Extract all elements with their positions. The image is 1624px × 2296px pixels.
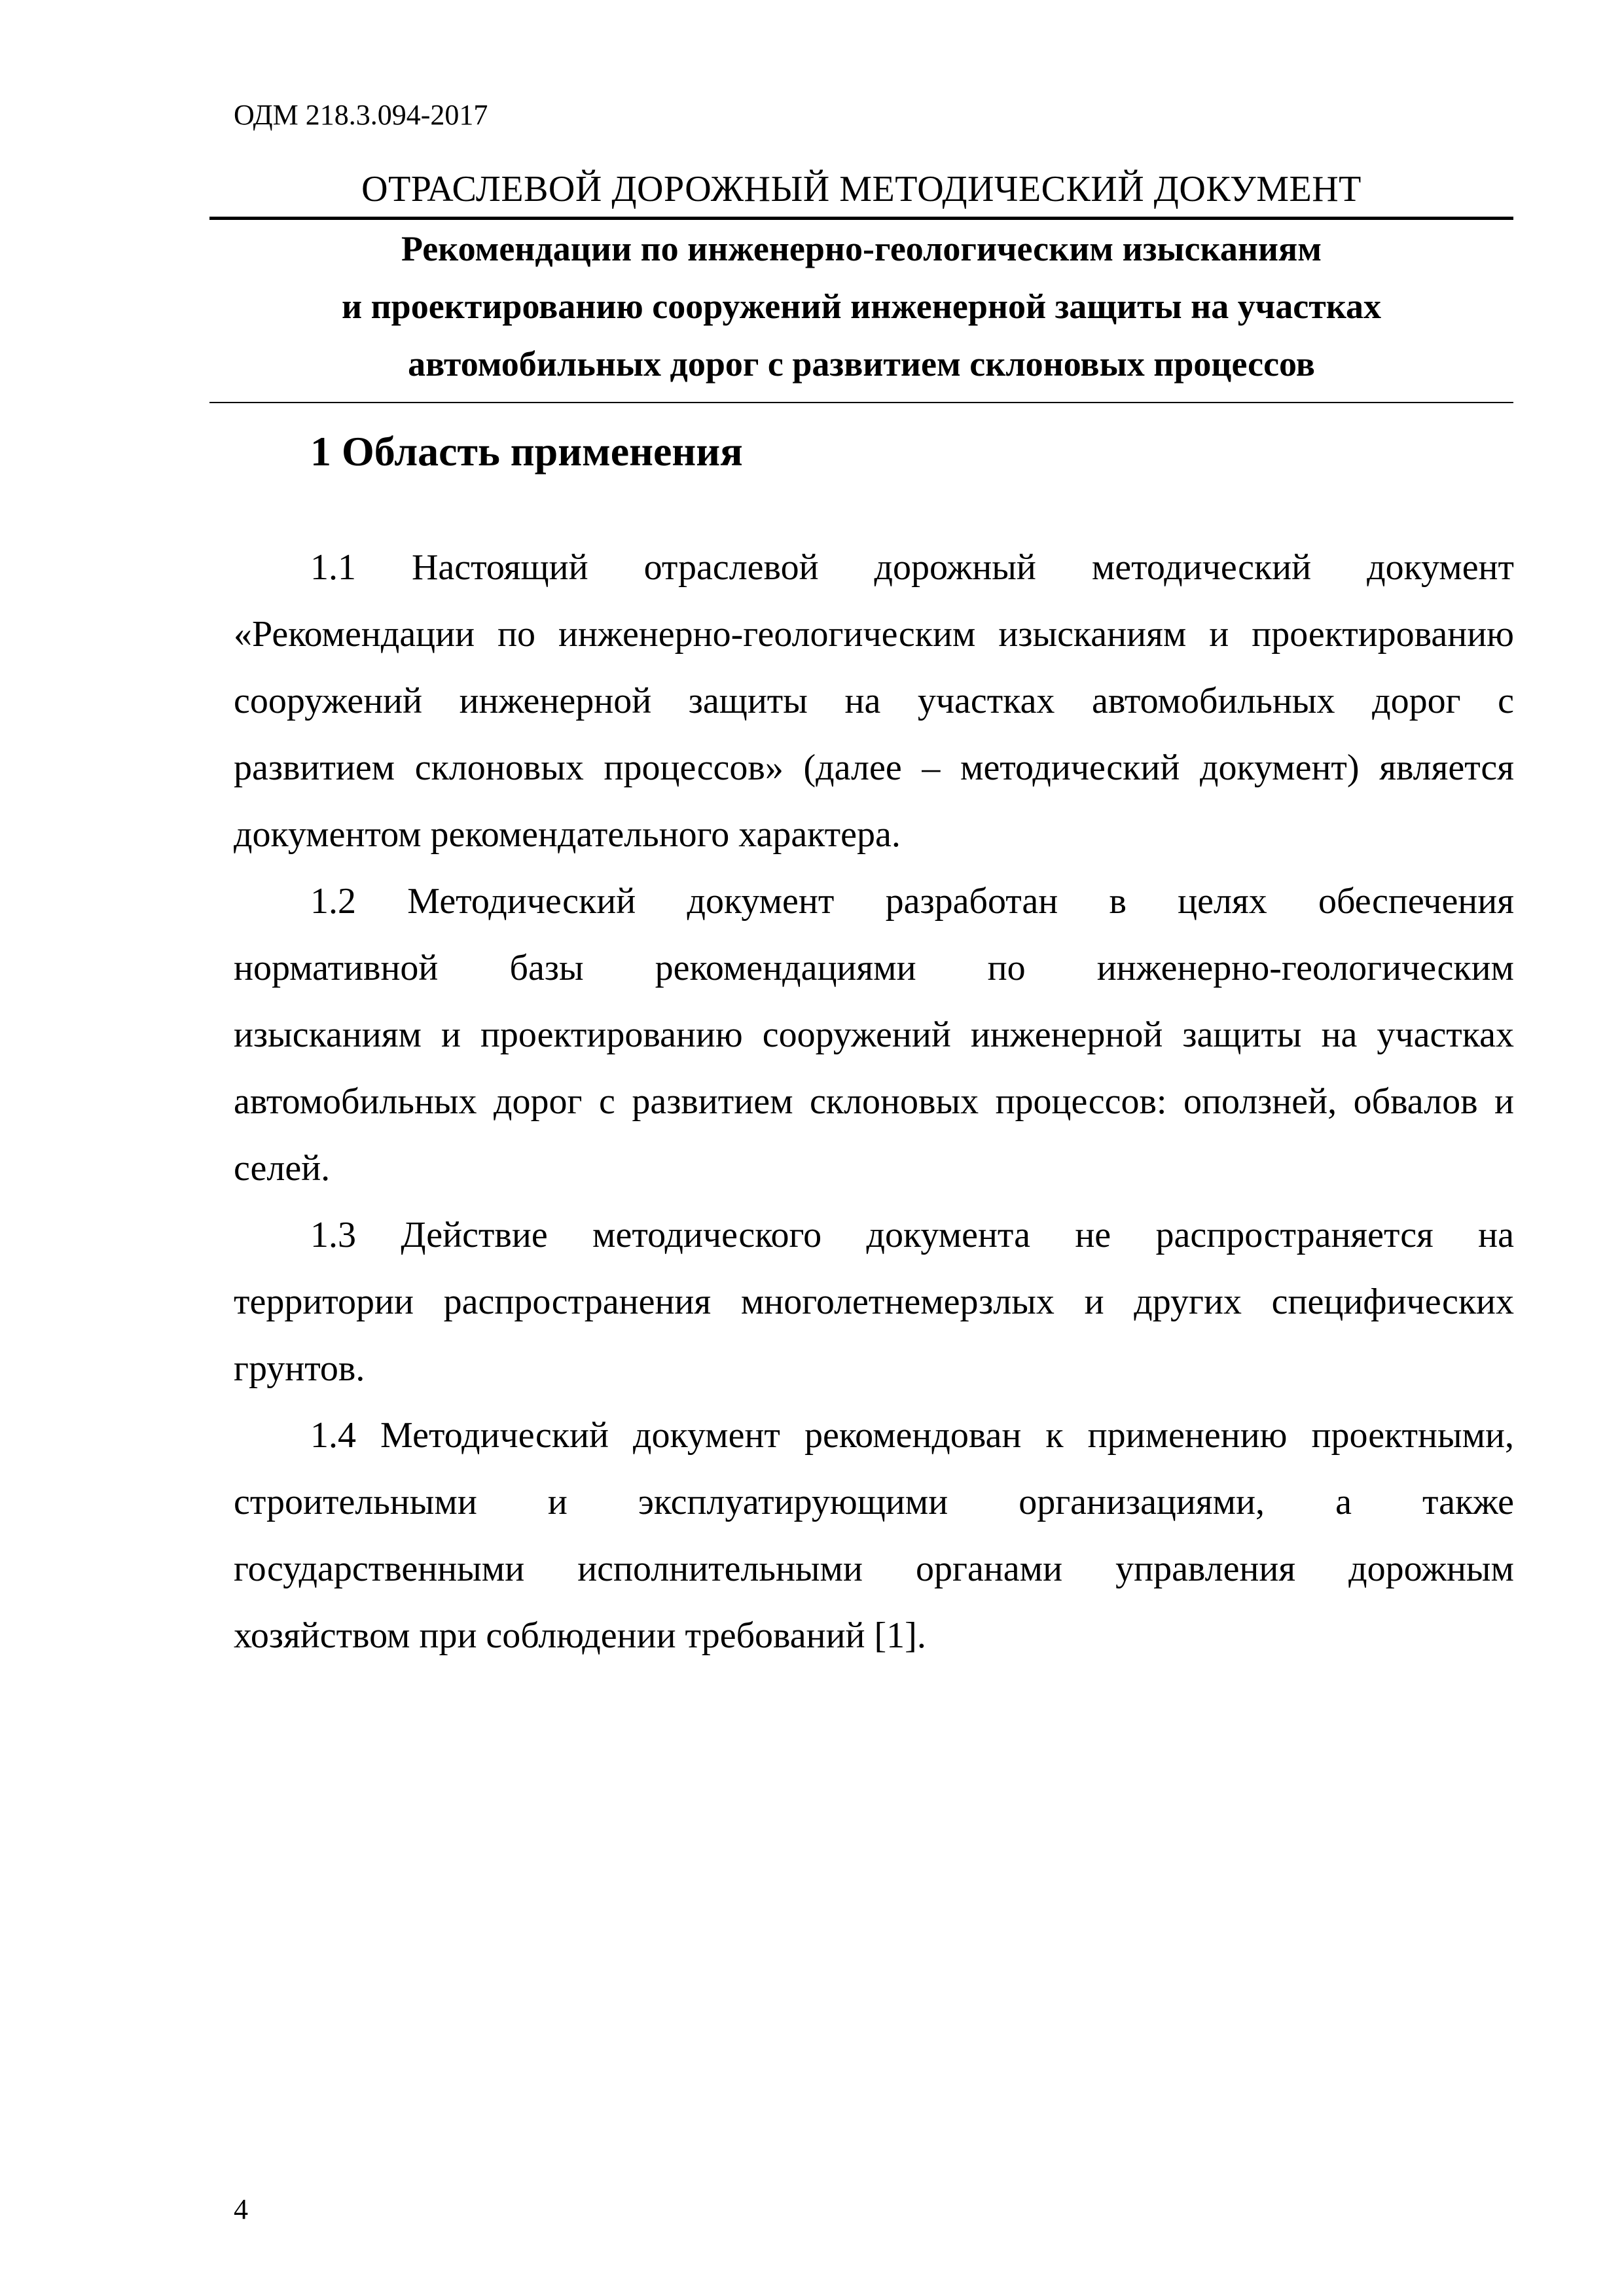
paragraph-line: строительными и эксплуатирующими организациями, а также <box>234 1482 1514 1522</box>
paragraph-line: хозяйством при соблюдении требований [1]. <box>234 1615 926 1656</box>
document-title-line: Рекомендации по инженерно-геологическим изысканиям <box>401 229 1322 268</box>
paragraph-line: 1.3 Действие методического документа не распространяется на <box>310 1215 1514 1255</box>
document-title-line: и проектированию сооружений инженерной защиты на участках <box>341 287 1382 326</box>
paragraph-line: территории распространения многолетнемерзлых и других специфических <box>234 1282 1514 1322</box>
paragraph-line: 1.1 Настоящий отраслевой дорожный методический документ <box>310 547 1514 588</box>
paragraph-line: развитием склоновых процессов» (далее – методический документ) является <box>234 747 1514 788</box>
paragraph-line: автомобильных дорог с развитием склоновых процессов: оползней, обвалов и <box>234 1081 1514 1122</box>
header-divider-thin <box>209 402 1513 403</box>
paragraph-line: изысканиям и проектированию сооружений инженерной защиты на участках <box>234 1014 1514 1055</box>
paragraph-line: 1.2 Методический документ разработан в целях обеспечения <box>310 881 1514 922</box>
document-code: ОДМ 218.3.094-2017 <box>234 99 488 131</box>
paragraph-line: селей. <box>234 1148 331 1189</box>
document-type: ОТРАСЛЕВОЙ ДОРОЖНЫЙ МЕТОДИЧЕСКИЙ ДОКУМЕНТ <box>361 169 1362 209</box>
paragraph-line: грунтов. <box>234 1348 365 1389</box>
paragraph-1-2 <box>234 868 1514 1202</box>
paragraph-1-4 <box>234 1402 1514 1669</box>
paragraph-line: нормативной базы рекомендациями по инженерно-геологическим <box>234 948 1514 988</box>
document-header <box>209 167 1513 403</box>
page-number: 4 <box>234 2193 248 2225</box>
paragraph-1-1 <box>234 534 1514 868</box>
section-body <box>234 534 1514 1669</box>
document-title-line: автомобильных дорог с развитием склоновых процессов <box>408 344 1315 384</box>
document-title <box>209 220 1513 393</box>
paragraph-line: сооружений инженерной защиты на участках автомобильных дорог с <box>234 681 1514 721</box>
paragraph-line: 1.4 Методический документ рекомендован к применению проектными, <box>310 1415 1514 1456</box>
paragraph-line: государственными исполнительными органами управления дорожным <box>234 1549 1514 1589</box>
paragraph-1-3 <box>234 1202 1514 1402</box>
section-heading: 1 Область применения <box>310 428 743 475</box>
paragraph-line: «Рекомендации по инженерно-геологическим изысканиям и проектированию <box>234 614 1514 655</box>
paragraph-line: документом рекомендательного характера. <box>234 814 901 855</box>
